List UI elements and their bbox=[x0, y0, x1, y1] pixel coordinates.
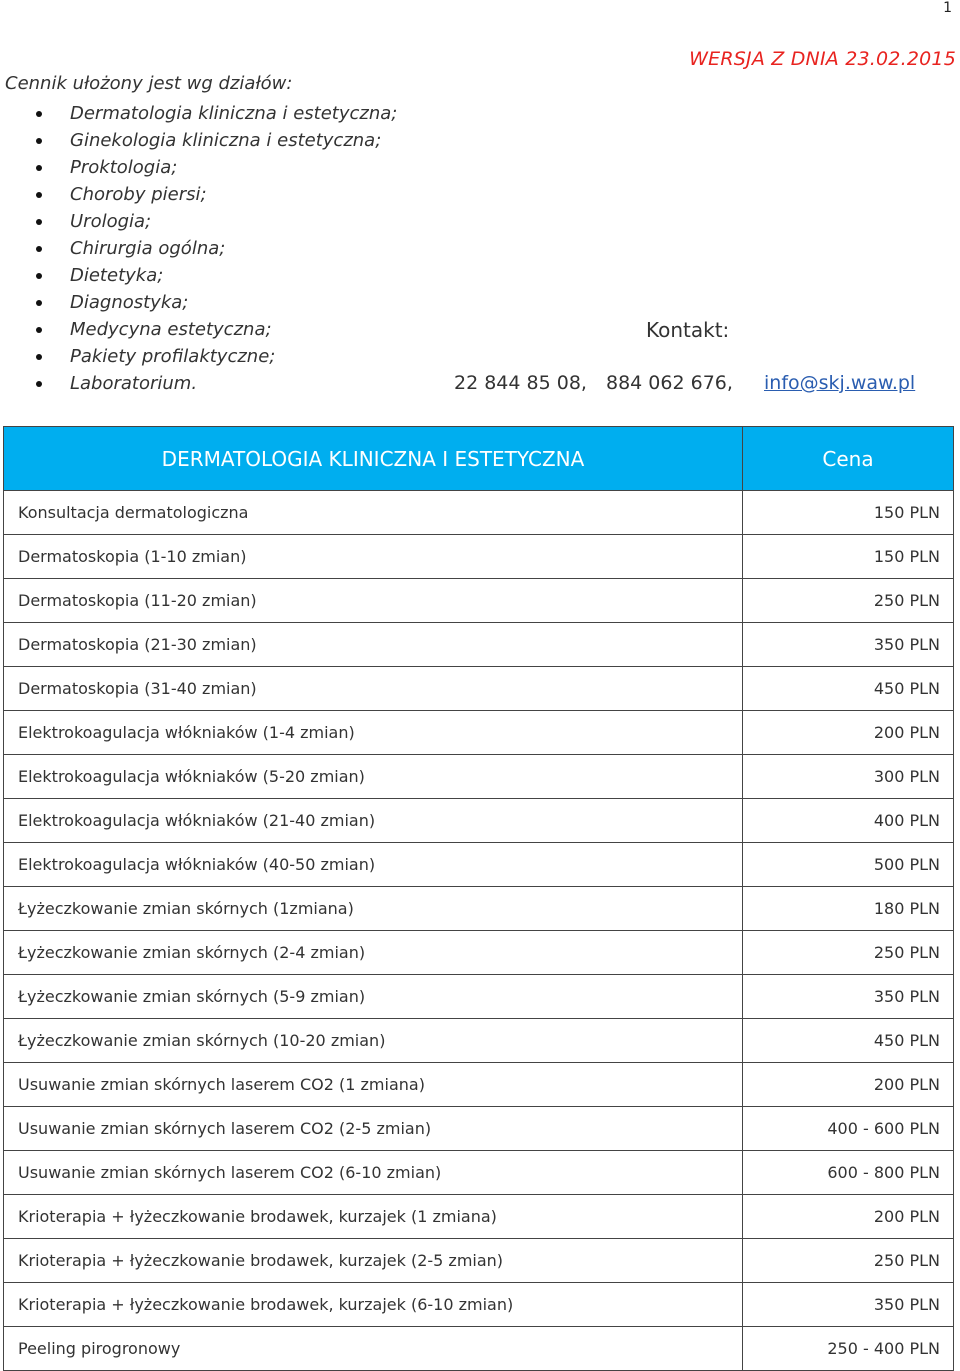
service-price: 150 PLN bbox=[743, 491, 954, 535]
table-row bbox=[4, 1151, 954, 1195]
service-name: Usuwanie zmian skórnych laserem CO2 (6-10 zmian) bbox=[4, 1151, 743, 1195]
table-row bbox=[4, 755, 954, 799]
department-item bbox=[70, 289, 397, 316]
department-label: Laboratorium. bbox=[70, 373, 198, 394]
email-link[interactable]: info@skj.waw.pl bbox=[764, 372, 916, 394]
department-label: Diagnostyka; bbox=[70, 292, 189, 313]
intro-text: Cennik ułożony jest wg działów: bbox=[5, 73, 293, 94]
service-name: Dermatoskopia (31-40 zmian) bbox=[4, 667, 743, 711]
service-name: Dermatoskopia (1-10 zmian) bbox=[4, 535, 743, 579]
bullet-icon bbox=[36, 354, 42, 360]
table-row bbox=[4, 579, 954, 623]
department-item bbox=[70, 343, 397, 370]
service-price: 250 PLN bbox=[743, 931, 954, 975]
department-item bbox=[70, 154, 397, 181]
bullet-icon bbox=[36, 300, 42, 306]
service-price: 350 PLN bbox=[743, 975, 954, 1019]
bullet-icon bbox=[36, 381, 42, 387]
department-label: Ginekologia kliniczna i estetyczna; bbox=[70, 130, 382, 151]
bullet-icon bbox=[36, 111, 42, 117]
header-price: Cena bbox=[743, 427, 954, 491]
table-row bbox=[4, 1063, 954, 1107]
service-name: Konsultacja dermatologiczna bbox=[4, 491, 743, 535]
service-price: 300 PLN bbox=[743, 755, 954, 799]
contact-label: Kontakt: bbox=[646, 318, 730, 342]
department-item bbox=[70, 181, 397, 208]
service-price: 450 PLN bbox=[743, 667, 954, 711]
table-row bbox=[4, 887, 954, 931]
bullet-icon bbox=[36, 219, 42, 225]
table-row bbox=[4, 711, 954, 755]
department-item bbox=[70, 127, 397, 154]
service-price: 180 PLN bbox=[743, 887, 954, 931]
service-name: Krioterapia + łyżeczkowanie brodawek, kurzajek (2-5 zmian) bbox=[4, 1239, 743, 1283]
service-price: 200 PLN bbox=[743, 1195, 954, 1239]
service-name: Łyżeczkowanie zmian skórnych (5-9 zmian) bbox=[4, 975, 743, 1019]
service-price: 250 PLN bbox=[743, 579, 954, 623]
phone-number-2: 884 062 676, bbox=[606, 372, 733, 394]
service-price: 250 PLN bbox=[743, 1239, 954, 1283]
service-name: Elektrokoagulacja włókniaków (21-40 zmian) bbox=[4, 799, 743, 843]
service-name: Usuwanie zmian skórnych laserem CO2 (1 zmiana) bbox=[4, 1063, 743, 1107]
table-row bbox=[4, 1019, 954, 1063]
department-list bbox=[70, 100, 397, 397]
service-price: 400 PLN bbox=[743, 799, 954, 843]
department-item bbox=[70, 370, 397, 397]
department-label: Chirurgia ogólna; bbox=[70, 238, 226, 259]
table-row bbox=[4, 1195, 954, 1239]
department-label: Urologia; bbox=[70, 211, 152, 232]
service-name: Krioterapia + łyżeczkowanie brodawek, kurzajek (6-10 zmian) bbox=[4, 1283, 743, 1327]
service-name: Elektrokoagulacja włókniaków (40-50 zmian) bbox=[4, 843, 743, 887]
table-row bbox=[4, 931, 954, 975]
table-row bbox=[4, 623, 954, 667]
department-label: Pakiety profilaktyczne; bbox=[70, 346, 276, 367]
version-date: WERSJA Z DNIA 23.02.2015 bbox=[689, 48, 956, 70]
table-row bbox=[4, 667, 954, 711]
department-label: Medycyna estetyczna; bbox=[70, 319, 272, 340]
bullet-icon bbox=[36, 138, 42, 144]
department-label: Dermatologia kliniczna i estetyczna; bbox=[70, 103, 398, 124]
service-name: Łyżeczkowanie zmian skórnych (1zmiana) bbox=[4, 887, 743, 931]
phone-number-1: 22 844 85 08, bbox=[454, 372, 587, 394]
department-item bbox=[70, 235, 397, 262]
service-price: 250 - 400 PLN bbox=[743, 1327, 954, 1371]
department-item bbox=[70, 262, 397, 289]
page-number: 1 bbox=[943, 0, 952, 16]
service-price: 350 PLN bbox=[743, 1283, 954, 1327]
bullet-icon bbox=[36, 273, 42, 279]
bullet-icon bbox=[36, 165, 42, 171]
service-price: 400 - 600 PLN bbox=[743, 1107, 954, 1151]
service-price: 200 PLN bbox=[743, 711, 954, 755]
service-price: 150 PLN bbox=[743, 535, 954, 579]
bullet-icon bbox=[36, 192, 42, 198]
service-price: 200 PLN bbox=[743, 1063, 954, 1107]
service-name: Peeling pirogronowy bbox=[4, 1327, 743, 1371]
table-header-row bbox=[4, 427, 954, 491]
service-price: 350 PLN bbox=[743, 623, 954, 667]
service-price: 500 PLN bbox=[743, 843, 954, 887]
service-price: 450 PLN bbox=[743, 1019, 954, 1063]
department-label: Choroby piersi; bbox=[70, 184, 207, 205]
department-item bbox=[70, 100, 397, 127]
department-item bbox=[70, 316, 397, 343]
service-name: Łyżeczkowanie zmian skórnych (10-20 zmian) bbox=[4, 1019, 743, 1063]
service-name: Elektrokoagulacja włókniaków (5-20 zmian) bbox=[4, 755, 743, 799]
table-row bbox=[4, 975, 954, 1019]
table-row bbox=[4, 491, 954, 535]
price-table bbox=[3, 426, 954, 1371]
table-row bbox=[4, 843, 954, 887]
bullet-icon bbox=[36, 327, 42, 333]
table-row bbox=[4, 535, 954, 579]
service-name: Krioterapia + łyżeczkowanie brodawek, kurzajek (1 zmiana) bbox=[4, 1195, 743, 1239]
service-name: Elektrokoagulacja włókniaków (1-4 zmian) bbox=[4, 711, 743, 755]
department-item bbox=[70, 208, 397, 235]
table-row bbox=[4, 1283, 954, 1327]
department-label: Proktologia; bbox=[70, 157, 178, 178]
table-row bbox=[4, 1239, 954, 1283]
bullet-icon bbox=[36, 246, 42, 252]
table-row bbox=[4, 1327, 954, 1371]
service-name: Dermatoskopia (11-20 zmian) bbox=[4, 579, 743, 623]
table-row bbox=[4, 1107, 954, 1151]
service-price: 600 - 800 PLN bbox=[743, 1151, 954, 1195]
service-name: Usuwanie zmian skórnych laserem CO2 (2-5 zmian) bbox=[4, 1107, 743, 1151]
header-service: DERMATOLOGIA KLINICZNA I ESTETYCZNA bbox=[4, 427, 743, 491]
service-name: Dermatoskopia (21-30 zmian) bbox=[4, 623, 743, 667]
service-name: Łyżeczkowanie zmian skórnych (2-4 zmian) bbox=[4, 931, 743, 975]
department-label: Dietetyka; bbox=[70, 265, 164, 286]
table-row bbox=[4, 799, 954, 843]
